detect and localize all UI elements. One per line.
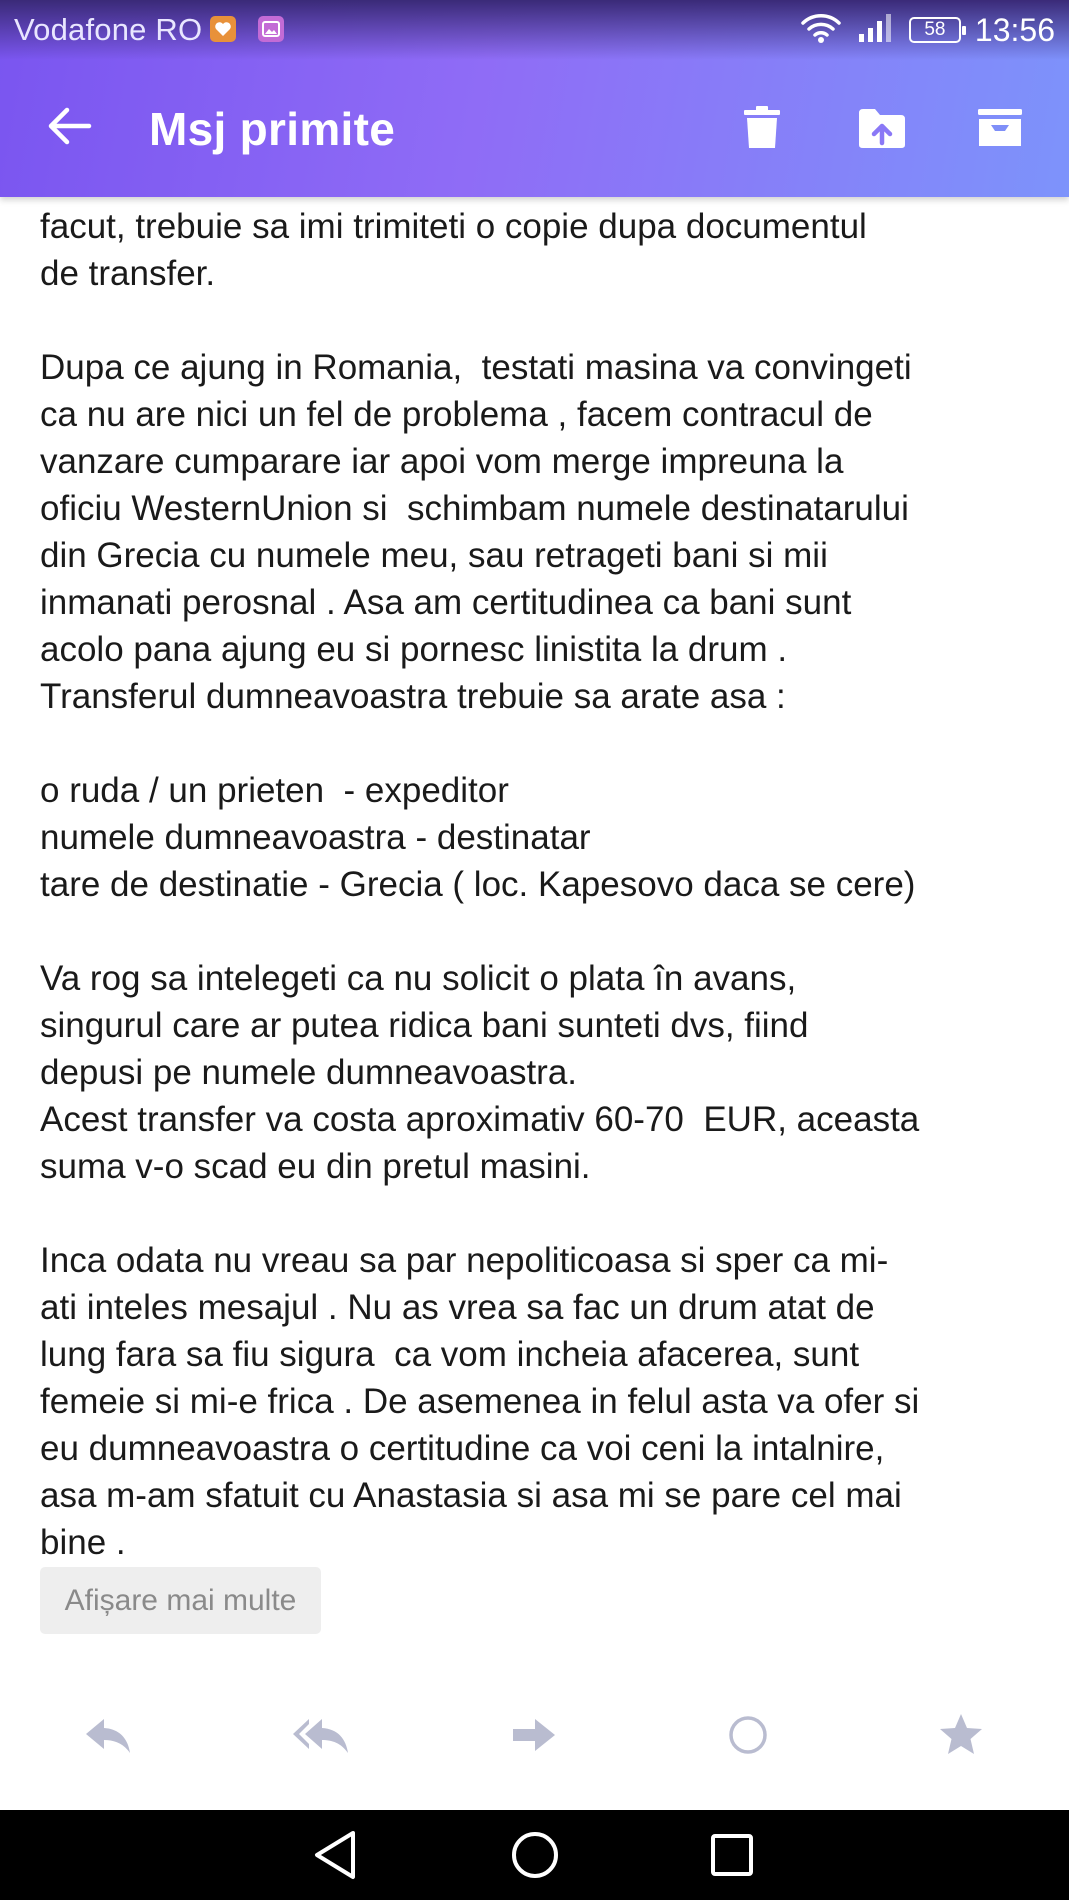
- delete-button[interactable]: [730, 96, 794, 160]
- email-body-line: asa m-am sfatuit cu Anastasia si asa mi se pare cel mai: [40, 1476, 902, 1515]
- email-body-line: facut, trebuie sa imi trimiteti o copie dupa documentul: [40, 207, 867, 246]
- signal-icon: [855, 12, 895, 49]
- battery-icon: [909, 17, 961, 43]
- email-body-line: Va rog sa intelegeti ca nu solicit o plata în avans,: [40, 959, 797, 998]
- nav-home-icon: [509, 1829, 561, 1881]
- archive-button[interactable]: [968, 96, 1032, 160]
- status-bar: [0, 0, 1069, 60]
- email-body-line: Acest transfer va costa aproximativ 60-70 EUR, aceasta: [40, 1100, 920, 1139]
- page-title: Msj primite: [149, 103, 396, 155]
- notification-app-icon: [210, 16, 236, 42]
- forward-button[interactable]: [499, 1700, 569, 1770]
- app-header: [0, 0, 1069, 197]
- email-body-line: ati inteles mesajul . Nu as vrea sa fac un drum atat de: [40, 1288, 875, 1327]
- email-body-line: femeie si mi-e frica . De asemenea in felul asta va ofer si: [40, 1382, 920, 1421]
- archive-icon: [976, 108, 1024, 148]
- email-body-line: suma v-o scad eu din pretul masini.: [40, 1147, 591, 1186]
- email-body-line: o ruda / un prieten - expeditor: [40, 771, 509, 810]
- reply-all-button[interactable]: [286, 1700, 356, 1770]
- show-more-button[interactable]: Afișare mai multe: [40, 1567, 321, 1634]
- mark-unread-icon: [727, 1714, 769, 1756]
- email-body-line: numele dumneavoastra - destinatar: [40, 818, 591, 857]
- reply-button[interactable]: [73, 1700, 143, 1770]
- email-body-line: vanzare cumparare iar apoi vom merge impreuna la: [40, 442, 844, 481]
- email-body-line: din Grecia cu numele meu, sau retrageti bani si mii: [40, 536, 828, 575]
- move-button[interactable]: [850, 96, 914, 160]
- carrier-name: Vodafone RO: [14, 12, 203, 47]
- star-button[interactable]: [926, 1700, 996, 1770]
- back-arrow-icon: [47, 106, 93, 146]
- email-body-line: Transferul dumneavoastra trebuie sa arate asa :: [40, 677, 786, 716]
- email-body-line: eu dumneavoastra o certitudine ca voi ceni la intalnire,: [40, 1429, 885, 1468]
- email-body-line: singurul care ar putea ridica bani sunteti dvs, fiind: [40, 1006, 809, 1045]
- status-right-group: [801, 10, 1055, 50]
- wifi-icon: [801, 12, 841, 49]
- email-body-line: Dupa ce ajung in Romania, testati masina va convingeti: [40, 348, 912, 387]
- star-icon: [937, 1712, 985, 1758]
- back-button[interactable]: [40, 96, 100, 156]
- email-body-line: [40, 720, 1050, 767]
- android-nav-bar: [0, 1810, 1069, 1900]
- email-body-line: oficiu WesternUnion si schimbam numele destinatarului: [40, 489, 909, 528]
- email-body-line: de transfer.: [40, 254, 216, 293]
- trash-icon: [742, 106, 782, 150]
- nav-home-button[interactable]: [500, 1825, 570, 1885]
- nav-back-button[interactable]: [300, 1825, 370, 1885]
- battery-level: 58: [924, 19, 946, 40]
- nav-recents-icon: [708, 1831, 756, 1879]
- clock: 13:56: [974, 11, 1055, 48]
- email-body-line: depusi pe numele dumneavoastra.: [40, 1053, 578, 1092]
- message-action-bar: [0, 1700, 1069, 1770]
- email-body-line: inmanati perosnal . Asa am certitudinea ca bani sunt: [40, 583, 852, 622]
- email-body-line: [40, 908, 1050, 955]
- reply-icon: [84, 1715, 132, 1755]
- email-body-line: lung fara sa fiu sigura ca vom incheia afacerea, sunt: [40, 1335, 860, 1374]
- email-body-line: [40, 1190, 1050, 1237]
- email-body-line: acolo pana ajung eu si pornesc linistita la drum .: [40, 630, 788, 669]
- email-body-line: Inca odata nu vreau sa par nepoliticoasa si sper ca mi-: [40, 1241, 889, 1280]
- gallery-notification-icon: [258, 16, 284, 42]
- email-body-line: bine .: [40, 1523, 126, 1562]
- mark-unread-button[interactable]: [713, 1700, 783, 1770]
- nav-back-icon: [311, 1829, 359, 1881]
- toolbar: [0, 60, 1069, 197]
- email-body-line: [40, 297, 1050, 344]
- nav-recents-button[interactable]: [697, 1825, 767, 1885]
- reply-all-icon: [292, 1715, 350, 1755]
- email-body-line: ca nu are nici un fel de problema , facem contracul de: [40, 395, 873, 434]
- email-body-line: tare de destinatie - Grecia ( loc. Kapesovo daca se cere): [40, 865, 916, 904]
- move-to-folder-icon: [857, 107, 907, 149]
- forward-icon: [511, 1717, 557, 1753]
- email-body: [40, 203, 1050, 1566]
